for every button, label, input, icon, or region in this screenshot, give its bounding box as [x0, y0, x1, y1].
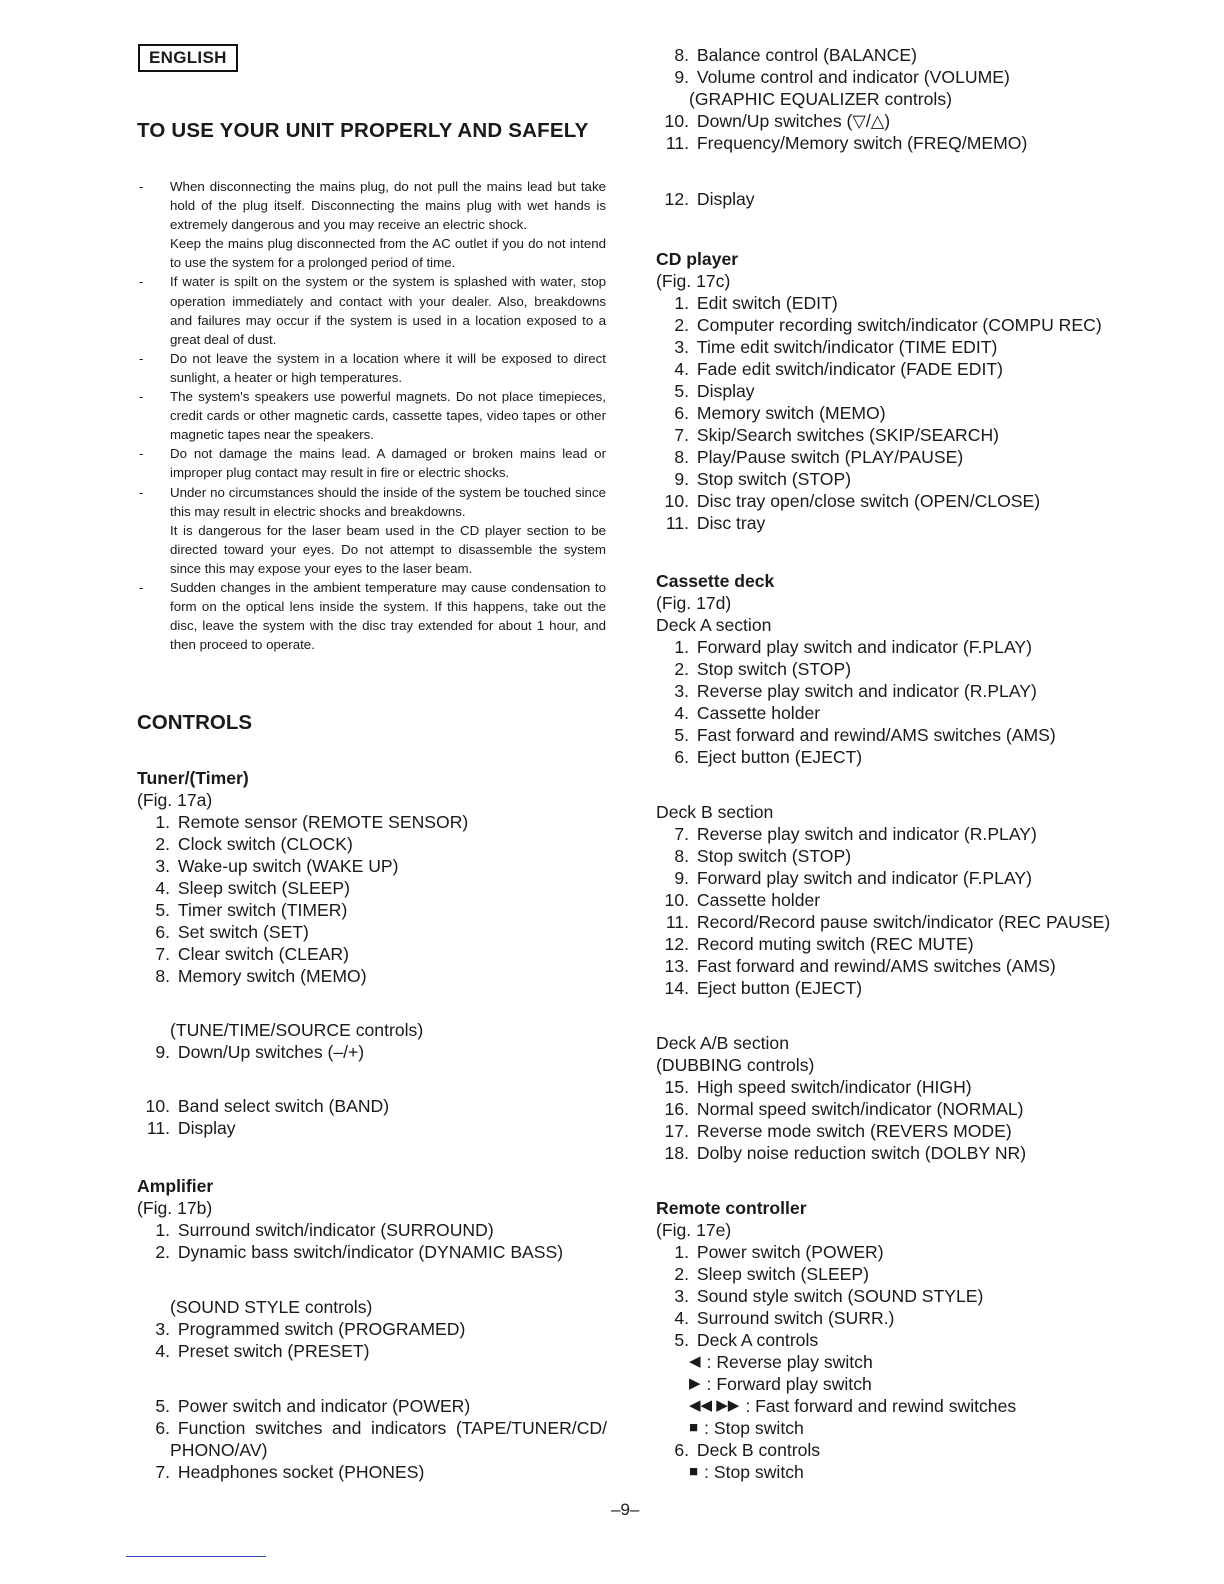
controls-heading: CONTROLS: [137, 711, 253, 734]
list-item: [137, 1461, 607, 1483]
item-number: 10.: [664, 111, 689, 131]
item-text: Clear switch (CLEAR): [177, 944, 349, 964]
warning-text: - If water is spilt on the system or the system is splashed with water, stop operation immediately and contact with your dealer. Also, breakdowns and failures may occur if the system is used in a location exposed to a great deal of dust.: [170, 274, 606, 347]
item-text: Record muting switch (REC MUTE): [696, 934, 974, 954]
item-number: 7.: [155, 1462, 170, 1482]
symbol-text: : Forward play switch: [706, 1374, 872, 1394]
tuner-figure-ref: (Fig. 17a): [137, 790, 213, 810]
item-text: Skip/Search switches (SKIP/SEARCH): [696, 425, 1000, 445]
list-item: [137, 1219, 607, 1241]
item-number: 10.: [664, 491, 689, 511]
item-text: Timer switch (TIMER): [177, 900, 348, 920]
fast-forward-rewind-icon: ◀◀ ▶▶: [689, 1397, 740, 1414]
item-text: Fade edit switch/indicator (FADE EDIT): [696, 359, 1003, 379]
symbol-row: [656, 1417, 1176, 1439]
item-number: 11.: [665, 912, 689, 932]
list-item: [656, 636, 1176, 658]
list-item: [137, 833, 607, 855]
item-text: Clock switch (CLOCK): [177, 834, 353, 854]
item-number: 6.: [155, 922, 170, 942]
item-number: 4.: [674, 359, 689, 379]
list-item: [137, 1395, 607, 1417]
item-text: Disc tray open/close switch (OPEN/CLOSE): [696, 491, 1041, 511]
warning-item: [137, 578, 606, 654]
item-number: 4.: [155, 878, 170, 898]
item-text: Display: [696, 381, 755, 401]
list-item: [656, 889, 1176, 911]
reverse-play-icon: ◀: [689, 1353, 701, 1370]
list-item: [137, 921, 607, 943]
item-number: 15.: [664, 1077, 689, 1097]
item-text: Down/Up switches (▽/△): [696, 111, 891, 131]
list-item: [656, 44, 1176, 66]
deck-ab-label: Deck A/B section: [656, 1033, 789, 1053]
item-number: 5.: [155, 1396, 170, 1416]
tuner-sub-label: (TUNE/TIME/SOURCE controls): [170, 1020, 424, 1040]
list-item: [137, 1095, 607, 1117]
footer-divider: [126, 1556, 266, 1557]
item-text: Time edit switch/indicator (TIME EDIT): [696, 337, 998, 357]
tuner-heading: Tuner/(Timer): [137, 768, 249, 788]
list-item: [656, 1241, 1176, 1263]
warning-text: - When disconnecting the mains plug, do not pull the mains lead but take hold of the plug itself. Disconnecting the mains plug with wet hands is extremely dangerous and you may receive an electric shock.: [170, 179, 606, 233]
item-number: 8.: [674, 846, 689, 866]
warning-text: It is dangerous for the laser beam used in the CD player section to be directed toward your eyes. Do not attempt to disassemble the system since this may expose your eyes to the laser beam.: [170, 522, 606, 576]
item-text: Surround switch/indicator (SURROUND): [177, 1220, 494, 1240]
list-item: [656, 402, 1176, 424]
list-item: [656, 110, 1176, 132]
item-number: 5.: [674, 725, 689, 745]
list-item: [656, 845, 1176, 867]
list-item: [137, 965, 607, 987]
deck-a-label: Deck A section: [656, 615, 772, 635]
list-item: [656, 680, 1176, 702]
list-item: [137, 1041, 607, 1063]
item-number: 7.: [155, 944, 170, 964]
remote-controller-section: [656, 1197, 1176, 1483]
item-number: 4.: [155, 1341, 170, 1361]
item-text: Reverse mode switch (REVERS MODE): [696, 1121, 1012, 1141]
item-number: 9.: [155, 1042, 170, 1062]
language-badge: ENGLISH: [138, 44, 238, 72]
cd-player-section: [656, 248, 1176, 534]
symbol-row: [656, 1461, 1176, 1483]
list-item: [656, 424, 1176, 446]
item-number: 3.: [674, 337, 689, 357]
amplifier-heading: Amplifier: [137, 1176, 214, 1196]
warning-item: [137, 444, 606, 482]
page-number: –9–: [611, 1500, 640, 1519]
item-number: 1.: [155, 1220, 170, 1240]
item-text: Volume control and indicator (VOLUME): [696, 67, 1010, 87]
warning-text: - Under no circumstances should the inside of the system be touched since this may result in electric shocks and breakdowns.: [170, 484, 606, 519]
item-number: 9.: [674, 469, 689, 489]
list-item: [656, 1329, 1176, 1351]
item-number: 4.: [674, 1308, 689, 1328]
item-text: Stop switch (STOP): [696, 846, 852, 866]
list-item: [656, 1307, 1176, 1329]
item-text: Balance control (BALANCE): [696, 45, 917, 65]
item-text: Power switch (POWER): [696, 1242, 884, 1262]
item-text: Eject button (EJECT): [696, 747, 863, 767]
item-number: 8.: [674, 45, 689, 65]
item-text: High speed switch/indicator (HIGH): [696, 1077, 972, 1097]
item-text: Display: [696, 189, 755, 209]
list-item: [656, 724, 1176, 746]
item-text: Headphones socket (PHONES): [177, 1462, 425, 1482]
deck-ab-sub-label: (DUBBING controls): [656, 1055, 815, 1075]
stop-icon: ■: [689, 1419, 699, 1436]
list-item: [656, 336, 1176, 358]
cassette-heading: Cassette deck: [656, 571, 775, 591]
item-number: 17.: [664, 1121, 689, 1141]
item-text: Cassette holder: [696, 703, 821, 723]
item-number: 6.: [674, 747, 689, 767]
list-item: [656, 468, 1176, 490]
list-item: [656, 66, 1176, 88]
item-number: 3.: [155, 856, 170, 876]
list-item: [656, 977, 1176, 999]
symbol-row: [656, 1373, 1176, 1395]
item-text: Record/Record pause switch/indicator (REC PAUSE): [696, 912, 1111, 932]
forward-play-icon: ▶: [689, 1375, 701, 1392]
warning-text: - The system's speakers use powerful magnets. Do not place timepieces, credit cards or other magnetic cards, cassette tapes, video tapes or other magnetic tapes near the speakers.: [170, 389, 606, 443]
item-number: 10.: [664, 890, 689, 910]
tuner-section: [137, 767, 607, 1139]
item-number: 1.: [674, 293, 689, 313]
warning-text: - Do not leave the system in a location where it will be exposed to direct sunlight, a heater or high temperatures.: [170, 350, 606, 385]
item-number: 12.: [664, 934, 689, 954]
item-text: Wake-up switch (WAKE UP): [177, 856, 399, 876]
item-text: Deck B controls: [696, 1440, 821, 1460]
item-number: 13.: [664, 956, 689, 976]
item-text: Down/Up switches (–/+): [177, 1042, 365, 1062]
warning-item: [137, 177, 606, 272]
item-number: 2.: [155, 1242, 170, 1262]
list-item: [656, 933, 1176, 955]
item-number: 1.: [155, 812, 170, 832]
list-item: [656, 823, 1176, 845]
item-number: 8.: [155, 966, 170, 986]
item-text: Power switch and indicator (POWER): [177, 1396, 471, 1416]
list-item: [656, 358, 1176, 380]
item-text: Cassette holder: [696, 890, 821, 910]
list-item: [656, 292, 1176, 314]
item-number: 14.: [664, 978, 689, 998]
item-number: 11.: [665, 133, 689, 153]
item-text: Memory switch (MEMO): [177, 966, 367, 986]
item-text: Dolby noise reduction switch (DOLBY NR): [696, 1143, 1027, 1163]
remote-figure-ref: (Fig. 17e): [656, 1220, 732, 1240]
item-number: 1.: [674, 637, 689, 657]
list-item: [656, 188, 1176, 210]
item-text: Set switch (SET): [177, 922, 309, 942]
symbol-text: : Fast forward and rewind switches: [745, 1396, 1017, 1416]
cassette-figure-ref: (Fig. 17d): [656, 593, 732, 613]
item-text: Stop switch (STOP): [696, 659, 852, 679]
item-text: Deck A controls: [696, 1330, 819, 1350]
item-number: 2.: [674, 1264, 689, 1284]
list-item: [137, 1340, 607, 1362]
list-item: [656, 490, 1176, 512]
item-text: Disc tray: [696, 513, 766, 533]
cd-figure-ref: (Fig. 17c): [656, 271, 731, 291]
list-item: [656, 867, 1176, 889]
list-item: [656, 132, 1176, 154]
list-item: [656, 446, 1176, 468]
item-text: Memory switch (MEMO): [696, 403, 886, 423]
safety-warnings-list: [137, 177, 606, 654]
cd-player-heading: CD player: [656, 249, 739, 269]
item-number: 12.: [664, 189, 689, 209]
list-item: [656, 955, 1176, 977]
deck-b-label: Deck B section: [656, 802, 774, 822]
item-text: Reverse play switch and indicator (R.PLAY): [696, 824, 1037, 844]
item-number: 3.: [674, 1286, 689, 1306]
remote-heading: Remote controller: [656, 1198, 807, 1218]
list-item: [656, 1098, 1176, 1120]
item-text: Remote sensor (REMOTE SENSOR): [177, 812, 469, 832]
item-text: Computer recording switch/indicator (COMPU REC): [696, 315, 1102, 335]
list-item: [137, 855, 607, 877]
item-number: 9.: [674, 868, 689, 888]
symbol-text: : Stop switch: [704, 1462, 804, 1482]
item-text: Function switches and indicators (TAPE/TUNER/CD/: [177, 1418, 607, 1438]
symbol-text: : Stop switch: [704, 1418, 804, 1438]
item-text: Sound style switch (SOUND STYLE): [696, 1286, 984, 1306]
amplifier-sub-label: (SOUND STYLE controls): [170, 1297, 373, 1317]
item-number: 4.: [674, 703, 689, 723]
item-text: Frequency/Memory switch (FREQ/MEMO): [696, 133, 1028, 153]
list-item: [137, 1241, 607, 1263]
item-text: Edit switch (EDIT): [696, 293, 838, 313]
item-number: 5.: [155, 900, 170, 920]
list-item: [137, 899, 607, 921]
warning-item: [137, 272, 606, 348]
item-number: 8.: [674, 447, 689, 467]
item-text: Play/Pause switch (PLAY/PAUSE): [696, 447, 964, 467]
list-item: [656, 1285, 1176, 1307]
list-item: [137, 1318, 607, 1340]
item-text: Stop switch (STOP): [696, 469, 852, 489]
warning-item: [137, 349, 606, 387]
item-text: Normal speed switch/indicator (NORMAL): [696, 1099, 1024, 1119]
item-text: Fast forward and rewind/AMS switches (AMS): [696, 956, 1056, 976]
item-text: Fast forward and rewind/AMS switches (AMS): [696, 725, 1056, 745]
warning-text: - Do not damage the mains lead. A damaged or broken mains lead or improper plug contact may result in fire or electric shocks.: [170, 446, 606, 481]
list-item: [656, 911, 1176, 933]
item-text: Sleep switch (SLEEP): [696, 1264, 870, 1284]
list-item: [656, 658, 1176, 680]
symbol-row: [656, 1395, 1176, 1417]
item-text: Sleep switch (SLEEP): [177, 878, 351, 898]
cassette-deck-section: [656, 570, 1176, 1164]
item-number: 11.: [665, 513, 689, 533]
item-number: 18.: [664, 1143, 689, 1163]
list-item: [137, 1417, 607, 1439]
warning-item: [137, 483, 606, 578]
page-title: TO USE YOUR UNIT PROPERLY AND SAFELY: [137, 119, 589, 142]
list-item: [137, 943, 607, 965]
item-text: Eject button (EJECT): [696, 978, 863, 998]
item-number: 5.: [674, 381, 689, 401]
amplifier-cont-sub-label: (GRAPHIC EQUALIZER controls): [689, 89, 952, 109]
item-text: Programmed switch (PROGRAMED): [177, 1319, 466, 1339]
list-item: [656, 314, 1176, 336]
list-item: [137, 811, 607, 833]
item-number: 3.: [155, 1319, 170, 1339]
item-number: 6.: [674, 1440, 689, 1460]
item-number: 6.: [674, 403, 689, 423]
list-item: [656, 380, 1176, 402]
item-number: 7.: [674, 824, 689, 844]
list-item: [137, 877, 607, 899]
list-item: [137, 1117, 607, 1139]
item-number: 5.: [674, 1330, 689, 1350]
item-number: 10.: [145, 1096, 170, 1116]
warning-text: - Sudden changes in the ambient temperature may cause condensation to form on the optical lens inside the system. If this happens, take out the disc, leave the system with the disc tray extended for about 1 hour, and then proceed to operate.: [170, 579, 606, 653]
list-item: [656, 1263, 1176, 1285]
item-text: Preset switch (PRESET): [177, 1341, 370, 1361]
item-text: Forward play switch and indicator (F.PLAY): [696, 637, 1032, 657]
item-number: 1.: [674, 1242, 689, 1262]
list-item: [656, 702, 1176, 724]
warning-text: Keep the mains plug disconnected from the AC outlet if you do not intend to use the system for a prolonged period of time.: [170, 236, 606, 271]
item-number: 9.: [674, 67, 689, 87]
stop-icon: ■: [689, 1463, 699, 1480]
item-number: 2.: [674, 315, 689, 335]
list-item: [656, 746, 1176, 768]
warning-item: [137, 387, 606, 444]
item-text: Display: [177, 1118, 236, 1138]
item-number: 2.: [155, 834, 170, 854]
item-text: Reverse play switch and indicator (R.PLAY): [696, 681, 1037, 701]
item-number: 6.: [155, 1418, 170, 1438]
item-number: 7.: [674, 425, 689, 445]
symbol-text: : Reverse play switch: [706, 1352, 873, 1372]
amplifier-figure-ref: (Fig. 17b): [137, 1198, 213, 1218]
list-item: [656, 1076, 1176, 1098]
amplifier-section-continued: [656, 44, 1176, 210]
item-text: Surround switch (SURR.): [696, 1308, 895, 1328]
symbol-row: [656, 1351, 1176, 1373]
list-item: [656, 1142, 1176, 1164]
item-text: Forward play switch and indicator (F.PLAY): [696, 868, 1032, 888]
item-text-continued: PHONO/AV): [170, 1440, 268, 1460]
list-item: [656, 1120, 1176, 1142]
item-number: 3.: [674, 681, 689, 701]
item-text: Band select switch (BAND): [177, 1096, 390, 1116]
list-item: [656, 512, 1176, 534]
item-text: Dynamic bass switch/indicator (DYNAMIC BASS): [177, 1242, 564, 1262]
item-number: 2.: [674, 659, 689, 679]
amplifier-section: [137, 1175, 607, 1483]
item-number: 16.: [664, 1099, 689, 1119]
item-number: 11.: [146, 1118, 170, 1138]
list-item: [656, 1439, 1176, 1461]
